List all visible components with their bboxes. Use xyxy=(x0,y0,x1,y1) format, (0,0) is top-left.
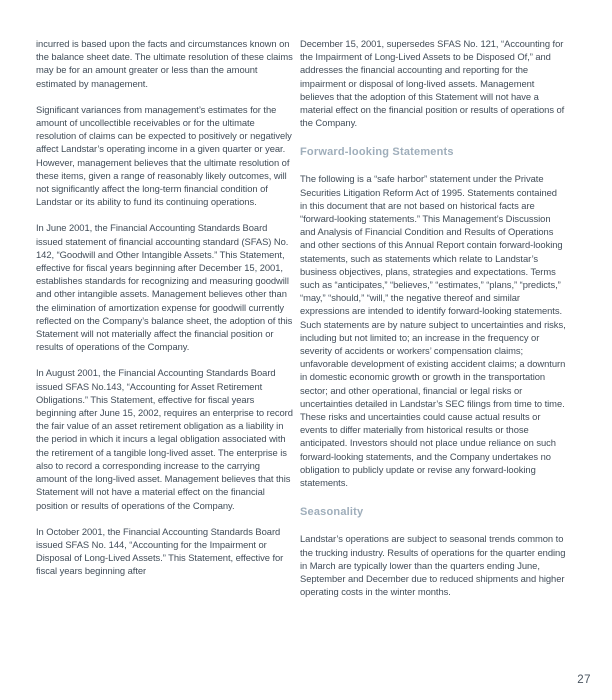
paragraph-sfas-144: In October 2001, the Financial Accounting Standards Board issued SFAS No. 144, “Accounting for the Impairment or Disposal of Long-Lived Assets.” This Statement, effective for fiscal years beginning after xyxy=(36,525,284,577)
paragraph-sfas-143: In August 2001, the Financial Accounting Standards Board issued SFAS No.143, “Accounting for Asset Retirement Obligations.” This Statement, effective for fiscal years beginning after June 15, 2002, requires an enterprise to record the fair value of an asset retirement obligation as a liability in the period in which it incurs a legal obligation associated with the retirement of a tangible long-lived asset. The enterprise is also to record a corresponding increase to the carrying amount of the long-lived asset. Management believes that this Statement will not have a material effect on the financial position or results of operations of the Company. xyxy=(36,367,293,511)
paragraph-sfas-142: In June 2001, the Financial Accounting Standards Board issued statement of financial accounting standard (SFAS) No. 142, “Goodwill and Other Intangible Assets.” This Statement, effective for fiscal years beginning after December 15, 2001, establishes standards for recognizing and measuring goodwill and other intangible assets. Management believes other than the elimination of amortization expense for goodwill currently reflected on the Company’s balance sheet, the adoption of this Statement will not materially affect the financial position or results of operations of the Company. xyxy=(36,222,293,353)
paragraph-safe-harbor: The following is a “safe harbor” statement under the Private Securities Litigation Reform Act of 1995. Statements contained in this document that are not based on historical facts are “forward-looking statements.” This Management’s Discussion and Analysis of Financial Condition and Results of Operations and other sections of this Annual Report contain forward-looking statements, such as statements which relate to Landstar’s business objectives, plans, strategies and expectations. Terms such as “anticipates,” “believes,” “estimates,” “plans,” “predicts,” “may,” “should,” “will,” the negative thereof and similar expressions are intended to identify forward-looking statements. Such statements are by nature subject to uncertainties and risks, including but not limited to; an increase in the frequency or severity of accidents or workers’ compensation claims; unfavorable development of existing accident claims; a downturn in domestic economic growth or growth in the transportation sector; and other operational, financial or legal risks or uncertainties detailed in Landstar’s SEC filings from time to time. These risks and uncertainties could cause actual results or events to differ materially from historical results or those anticipated. Investors should not place undue reliance on such forward-looking statements, and the Company undertakes no obligation to publicly update or revise any forward-looking statements. xyxy=(300,173,566,489)
paragraph-significant-variances: Significant variances from management’s estimates for the amount of uncollectible receivables or for the ultimate resolution of claims can be expected to positively or negatively affect Landstar’s operating income in a given quarter or year. However, management believes that the ultimate resolution of these items, given a range of reasonably likely outcomes, will not significantly affect the long-term financial condition of Landstar or its ability to fund its continuing operations. xyxy=(36,103,292,208)
left-column xyxy=(36,37,293,611)
paragraph-claims-resolution: incurred is based upon the facts and circumstances known on the balance sheet date. The ultimate resolution of these claims may be for an amount greater or less than the amount estimated by management. xyxy=(36,38,293,89)
section-heading-seasonality: Seasonality xyxy=(300,506,364,519)
section-heading-forward-looking-statements: Forward-looking Statements xyxy=(300,146,454,159)
right-column xyxy=(300,37,566,611)
paragraph-sfas-144-continued: December 15, 2001, supersedes SFAS No. 121, “Accounting for the Impairment of Long-Lived Assets to be Disposed Of,” and addresses the financial accounting and reporting for the impairment or disposal of long-lived assets. Management believes that the adoption of this Statement will not have a material effect on the financial position or results of operations of the Company. xyxy=(300,38,565,129)
page-number: 27 xyxy=(577,674,591,686)
paragraph-seasonality: Landstar’s operations are subject to seasonal trends common to the trucking industry. Results of operations for the quarter ending in March are typically lower than the quarters ending June, September and December due to reduced shipments and higher operating costs in the winter months. xyxy=(300,533,566,598)
